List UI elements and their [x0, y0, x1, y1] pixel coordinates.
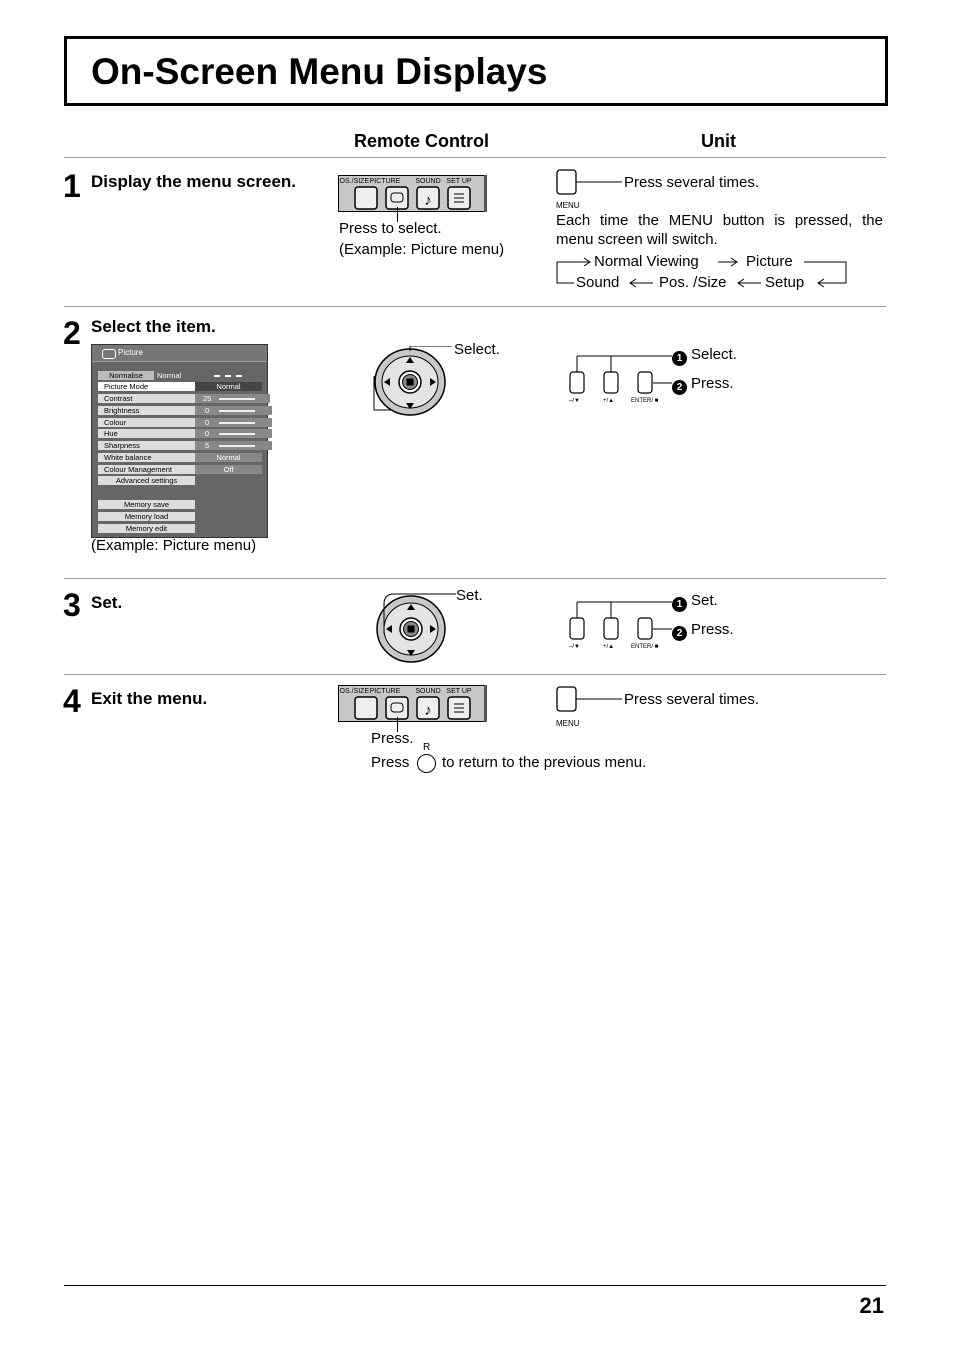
remote-dpad[interactable] [372, 346, 452, 418]
minus-down-button[interactable] [570, 372, 584, 393]
unit-menu-button[interactable] [556, 686, 622, 713]
unit-menu-button[interactable] [556, 169, 622, 196]
picture-icon [102, 349, 116, 359]
minus-label: –/▼ [569, 398, 580, 404]
step-number: 4 [63, 683, 81, 719]
unit-press-step: 2 Press. [672, 621, 734, 641]
music-note-icon: ♪ [424, 192, 432, 209]
remote-button-strip [338, 175, 487, 212]
menu-title-bar [92, 345, 267, 362]
setup-button[interactable] [448, 187, 470, 209]
menu-row-brightness[interactable]: Brightness 0 [92, 406, 267, 415]
sound-label: SOUND [415, 688, 441, 695]
step-2-bullet-icon: 2 [672, 626, 687, 641]
sound-button[interactable] [417, 697, 439, 719]
remote-example: (Example: Picture menu) [339, 241, 505, 258]
remote-control-header: Remote Control [354, 131, 489, 151]
page-number: 21 [859, 1293, 884, 1318]
cycle-normal-viewing: Normal Viewing [594, 253, 699, 270]
menu-button-label: MENU [556, 201, 580, 210]
memory-load-button[interactable]: Memory load [98, 512, 195, 521]
enter-button[interactable] [638, 372, 652, 393]
menu-row-hue[interactable]: Hue 0 [92, 429, 267, 438]
unit-press-step: 2 Press. [672, 375, 734, 395]
divider [64, 674, 886, 675]
footer-divider [64, 1285, 886, 1286]
return-key-label: R [423, 742, 431, 753]
cycle-picture: Picture [746, 253, 793, 270]
plus-up-button[interactable] [604, 372, 618, 393]
enter-label: ENTER/ ■ [631, 644, 659, 650]
pos-size-button[interactable] [355, 187, 377, 209]
menu-example-caption: (Example: Picture menu) [91, 537, 257, 554]
remote-dpad[interactable] [376, 592, 456, 664]
divider [64, 306, 886, 307]
page-title: On-Screen Menu Displays [91, 51, 548, 92]
step-1-bullet-icon: 1 [672, 351, 687, 366]
picture-label: PICTURE [369, 688, 401, 695]
menu-row-sharpness[interactable]: Sharpness 5 [92, 441, 267, 450]
sound-label: SOUND [415, 178, 441, 185]
return-button[interactable] [417, 754, 436, 773]
pos-size-label: POS./SIZE [338, 688, 370, 695]
memory-save-button[interactable]: Memory save [98, 500, 195, 509]
menu-row-colour-management[interactable]: Colour Management Off [92, 465, 267, 474]
step-number: 1 [63, 168, 81, 204]
normalise-button[interactable]: Normalise [98, 371, 154, 380]
picture-button[interactable] [386, 697, 408, 719]
music-note-icon: ♪ [424, 702, 432, 719]
picture-button[interactable] [386, 187, 408, 209]
picture-menu-screenshot [91, 344, 268, 538]
setup-label: SET UP [446, 688, 472, 695]
normalise-indicator [214, 375, 242, 378]
unit-set-step: 1 Set. [672, 592, 718, 612]
unit-header: Unit [701, 131, 736, 151]
menu-row-contrast[interactable]: Contrast 25 [92, 394, 267, 403]
advanced-settings-button[interactable]: Advanced settings [98, 476, 195, 485]
divider [64, 157, 886, 158]
pos-size-label: POS./SIZE [338, 178, 370, 185]
unit-description-line1: Each time the MENU button is pressed, the [556, 212, 883, 229]
unit-instruction: Press several times. [624, 174, 760, 191]
normalise-row[interactable] [92, 371, 267, 380]
minus-label: –/▼ [569, 644, 580, 650]
minus-down-button[interactable] [570, 618, 584, 639]
unit-description-line2: menu screen will switch. [556, 231, 718, 248]
step-number: 3 [63, 587, 81, 623]
cycle-setup: Setup [765, 274, 805, 291]
step-label: Set. [91, 593, 123, 612]
unit-buttons [566, 350, 676, 396]
plus-up-button[interactable] [604, 618, 618, 639]
page-title-box [64, 36, 888, 106]
sound-button[interactable] [417, 187, 439, 209]
plus-label: +/▲ [603, 398, 615, 404]
menu-row-picture-mode[interactable]: Picture Mode Normal [92, 382, 267, 391]
menu-row-colour[interactable]: Colour 0 [92, 418, 267, 427]
remote-set-text: Set. [456, 587, 483, 604]
unit-select-step: 1 Select. [672, 346, 737, 366]
remote-button-strip [338, 685, 487, 722]
menu-row-white-balance[interactable]: White balance Normal [92, 453, 267, 462]
menu-button-label: MENU [556, 719, 580, 728]
enter-button[interactable] [638, 618, 652, 639]
step-label: Select the item. [91, 317, 216, 336]
normalise-value: Normal [157, 371, 182, 380]
picture-label: PICTURE [369, 178, 401, 185]
remote-press-text: Press. [371, 730, 414, 747]
enter-icon [407, 379, 414, 386]
step-label: Exit the menu. [91, 689, 208, 708]
step-number: 2 [63, 315, 81, 351]
remote-select-text: Select. [454, 341, 500, 358]
cycle-sound: Sound [576, 274, 620, 291]
memory-edit-button[interactable]: Memory edit [98, 524, 195, 533]
enter-label: ENTER/ ■ [631, 398, 659, 404]
enter-icon [408, 626, 415, 633]
plus-label: +/▲ [603, 644, 615, 650]
step-label: Display the menu screen. [91, 172, 297, 191]
unit-buttons [566, 596, 676, 642]
menu-title: Picture [118, 348, 143, 357]
cycle-pos-size: Pos. /Size [659, 274, 727, 291]
pos-size-button[interactable] [355, 697, 377, 719]
remote-instruction: Press to select. [339, 220, 442, 237]
step-2-bullet-icon: 2 [672, 380, 687, 395]
step-1-bullet-icon: 1 [672, 597, 687, 612]
setup-label: SET UP [446, 178, 472, 185]
setup-button[interactable] [448, 697, 470, 719]
unit-instruction: Press several times. [624, 691, 760, 708]
divider [64, 578, 886, 579]
